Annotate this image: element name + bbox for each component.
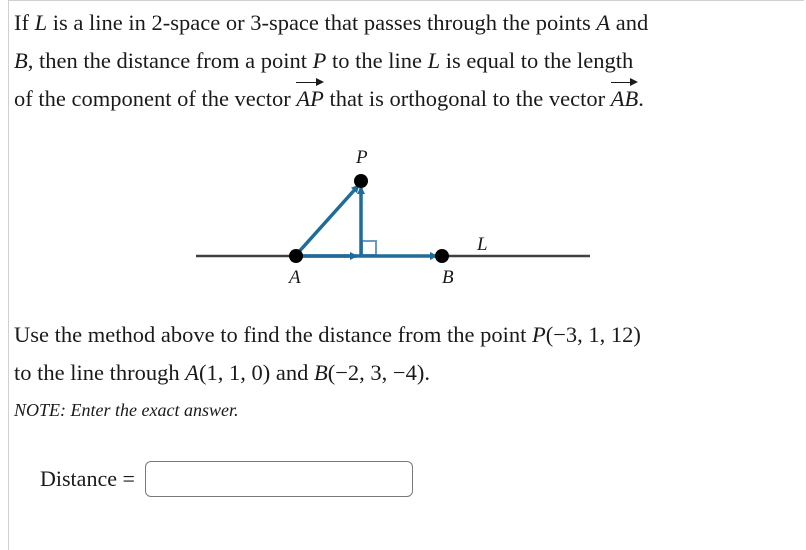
distance-diagram: [0, 140, 806, 300]
distance-input[interactable]: [145, 461, 413, 497]
label-p: P: [356, 147, 368, 168]
right-angle-marker: [362, 241, 376, 255]
intro-paragraph: If L is a line in 2-space or 3-space that passes through the points A and B, then the distance from a point P to the line L is equal to the length of the component of the vector AP that is orthogonal to the vector AB.: [14, 4, 648, 118]
point-a: [289, 249, 303, 263]
vector-ab: AB: [611, 80, 639, 118]
distance-label: Distance =: [40, 466, 135, 491]
vector-ap: AP: [296, 80, 324, 118]
note-text: NOTE: Enter the exact answer.: [14, 400, 239, 420]
label-a: A: [289, 267, 301, 288]
question-paragraph: Use the method above to find the distance from the point P(−3, 1, 12) to the line through A(1, 1, 0) and B(−2, 3, −4).: [14, 322, 641, 385]
label-b: B: [442, 267, 454, 288]
label-l: L: [477, 234, 488, 255]
diagram-svg: [0, 140, 806, 300]
point-p: [354, 174, 368, 188]
answer-row: [40, 461, 413, 497]
point-b: [435, 249, 449, 263]
vector-ap-arrow: [296, 186, 358, 255]
